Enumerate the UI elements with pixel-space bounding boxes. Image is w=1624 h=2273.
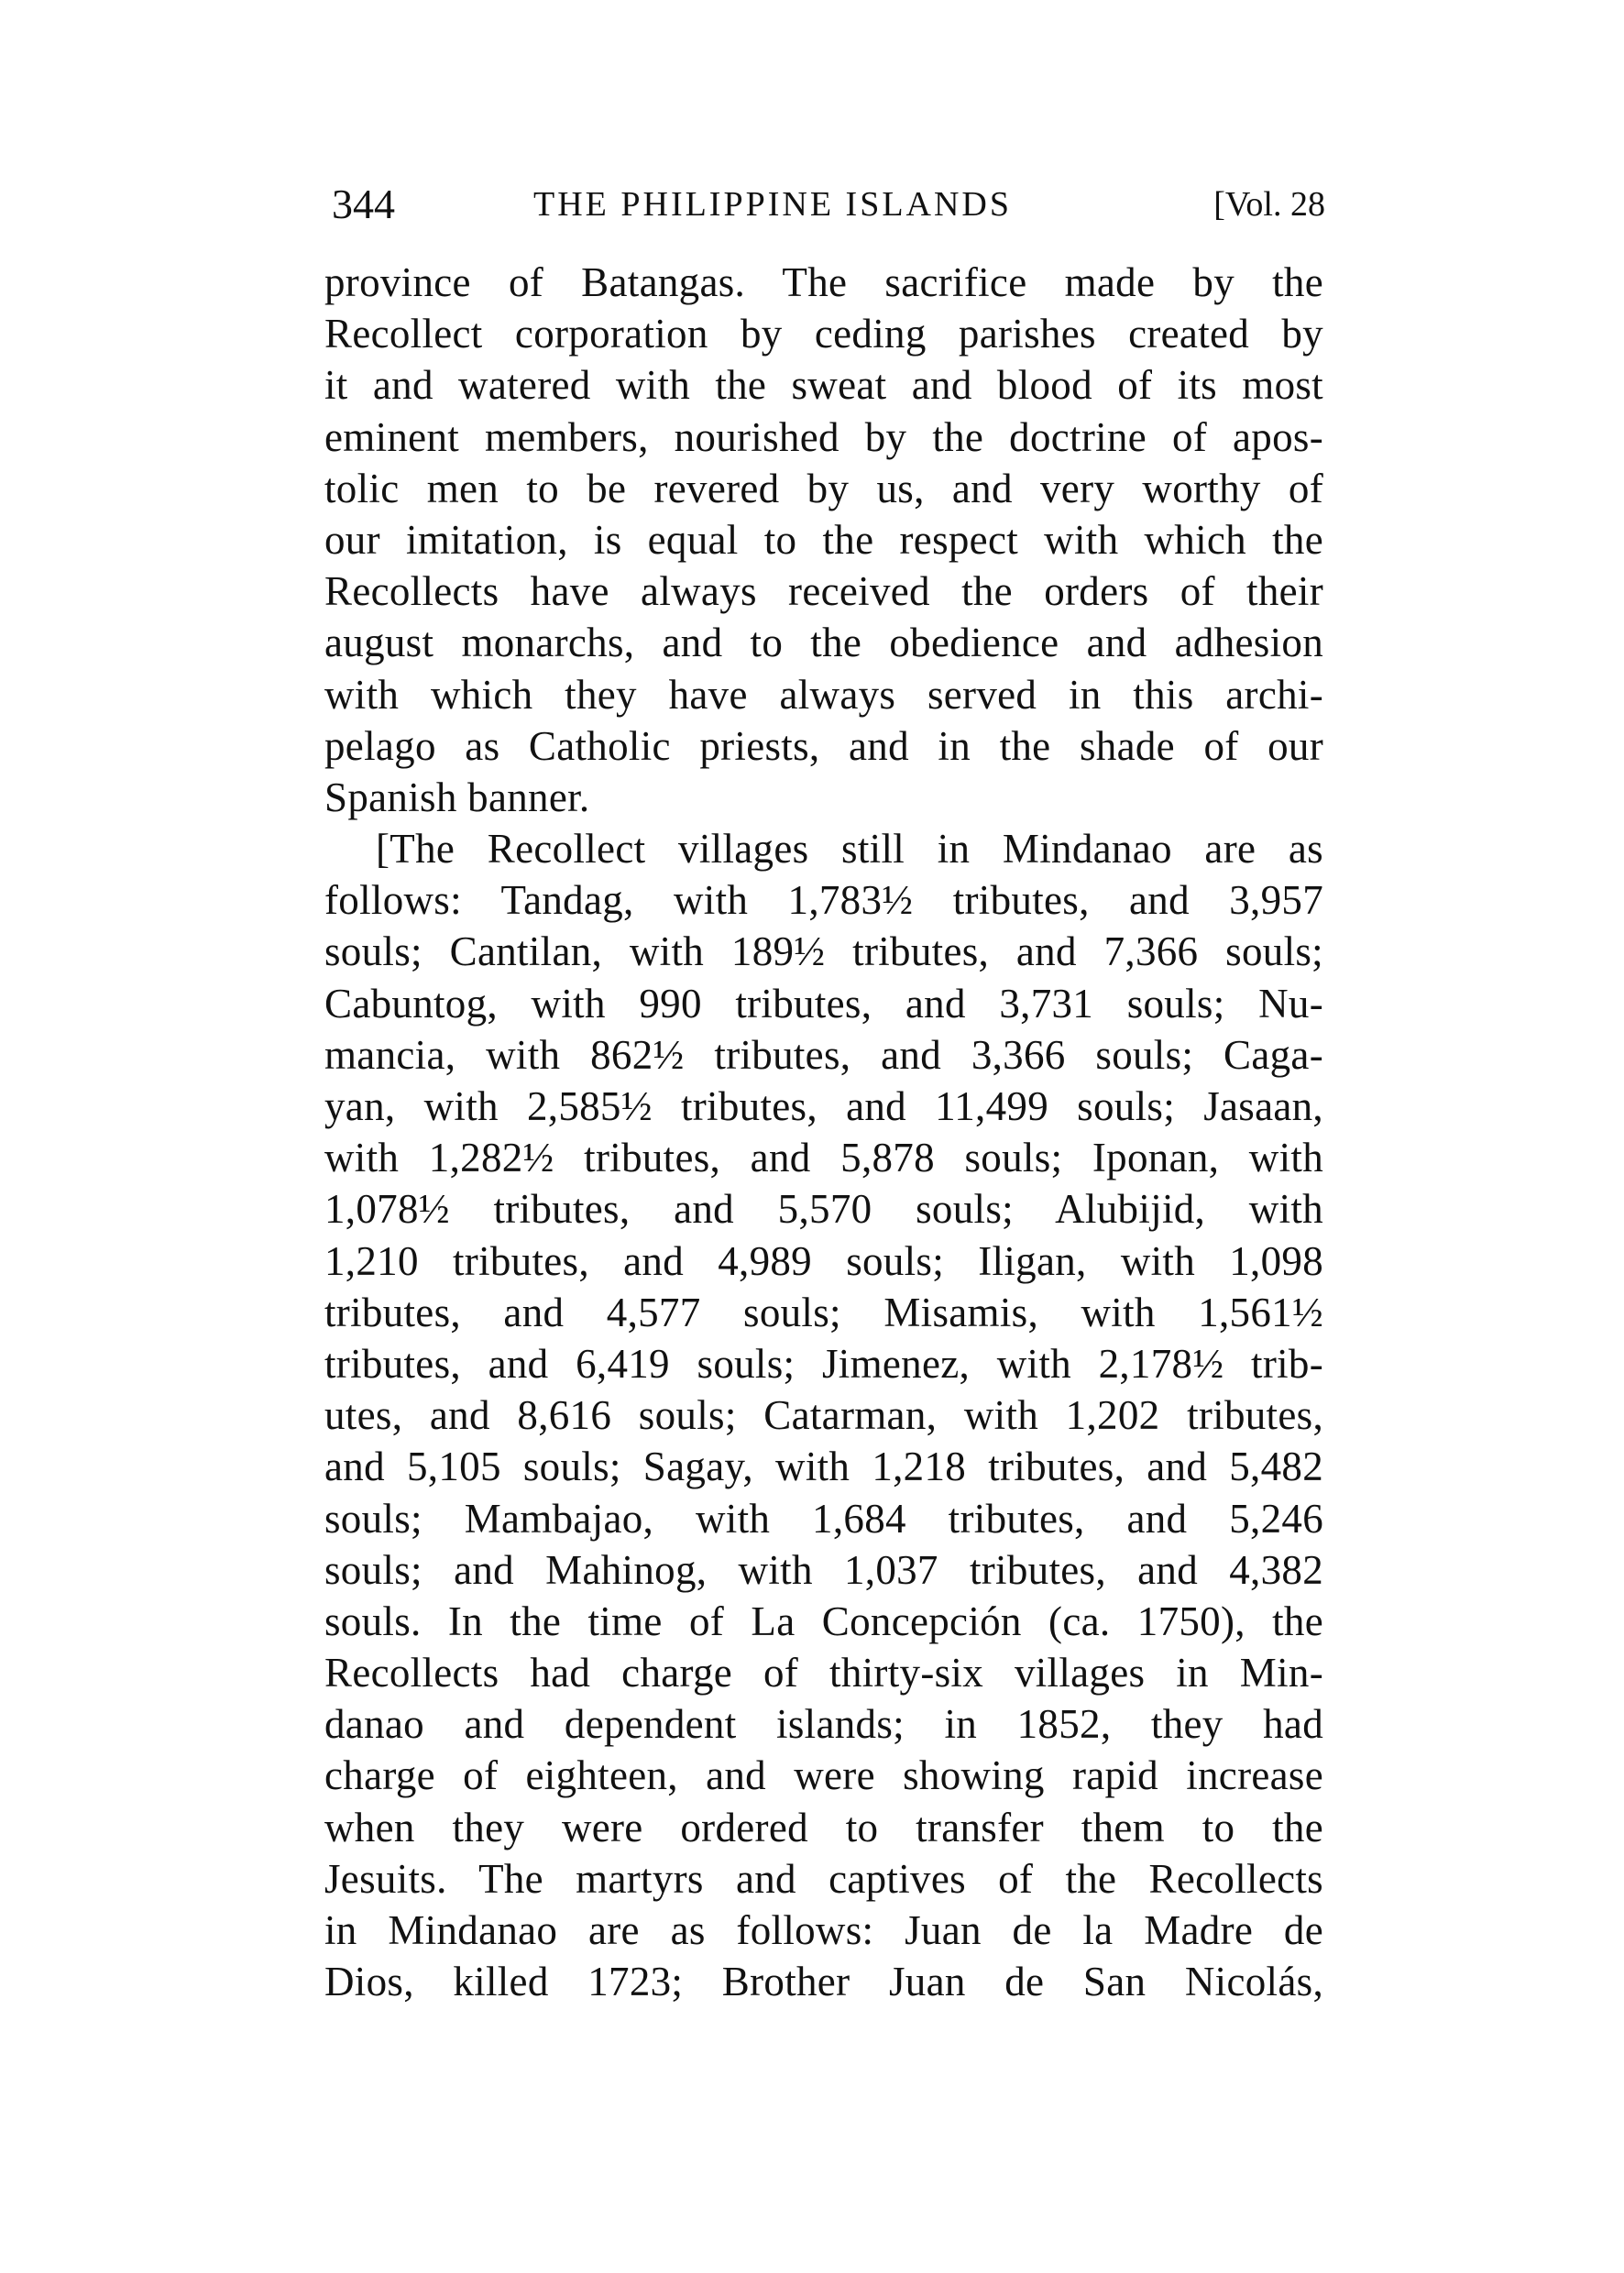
text-line: souls; Cantilan, with 189½ tributes, and 7,366 souls; bbox=[324, 928, 1323, 975]
text-line: danao and dependent islands; in 1852, they had bbox=[324, 1701, 1323, 1748]
page-header bbox=[332, 172, 1340, 236]
text-line: when they were ordered to transfer them to the bbox=[324, 1804, 1323, 1850]
text-line: charge of eighteen, and were showing rapid increase bbox=[324, 1752, 1323, 1799]
text-line: follows: Tandag, with 1,783½ tributes, and 3,957 bbox=[324, 877, 1323, 924]
text-line: and 5,105 souls; Sagay, with 1,218 tributes, and 5,482 bbox=[324, 1444, 1323, 1490]
volume-label: [Vol. 28 bbox=[1213, 185, 1325, 224]
text-line: yan, with 2,585½ tributes, and 11,499 souls; Jasaan, bbox=[324, 1083, 1323, 1129]
text-line: in Mindanao are as follows: Juan de la Madre de bbox=[324, 1907, 1323, 1953]
text-line: 1,210 tributes, and 4,989 souls; Iligan, with 1,098 bbox=[324, 1237, 1323, 1284]
text-line: province of Batangas. The sacrifice made by the bbox=[324, 259, 1323, 305]
text-line: Recollects have always received the orders of their bbox=[324, 568, 1323, 615]
text-line: utes, and 8,616 souls; Catarman, with 1,202 tributes, bbox=[324, 1392, 1323, 1439]
text-line: august monarchs, and to the obedience and adhesion bbox=[324, 620, 1323, 666]
text-line: with 1,282½ tributes, and 5,878 souls; Iponan, with bbox=[324, 1135, 1323, 1181]
text-line: it and watered with the sweat and blood of its most bbox=[324, 362, 1323, 409]
text-line: Recollect corporation by ceding parishes created by bbox=[324, 311, 1323, 357]
body-text bbox=[324, 257, 1323, 2007]
text-line: Cabuntog, with 990 tributes, and 3,731 souls; Nu- bbox=[324, 980, 1323, 1027]
text-line: with which they have always served in this archi- bbox=[324, 671, 1323, 718]
text-line: eminent members, nourished by the doctrine of apos- bbox=[324, 413, 1323, 460]
page-number: 344 bbox=[332, 181, 395, 227]
text-line: souls; and Mahinog, with 1,037 tributes, and 4,382 bbox=[324, 1546, 1323, 1593]
text-line: tributes, and 6,419 souls; Jimenez, with 2,178½ trib- bbox=[324, 1340, 1323, 1387]
paragraph-start-line: [The Recollect villages still in Mindanao are as bbox=[376, 826, 1323, 873]
text-line: tolic men to be revered by us, and very worthy of bbox=[324, 465, 1323, 511]
text-line: souls; Mambajao, with 1,684 tributes, and 5,246 bbox=[324, 1495, 1323, 1542]
text-line: Dios, killed 1723; Brother Juan de San Nicolás, bbox=[324, 1959, 1323, 2005]
text-line: Spanish banner. bbox=[324, 774, 590, 820]
text-line: Recollects had charge of thirty-six villages in Min- bbox=[324, 1650, 1323, 1697]
text-line: 1,078½ tributes, and 5,570 souls; Alubijid, with bbox=[324, 1186, 1323, 1233]
text-line: tributes, and 4,577 souls; Misamis, with 1,561½ bbox=[324, 1289, 1323, 1335]
text-line: Jesuits. The martyrs and captives of the Recollects bbox=[324, 1855, 1323, 1902]
text-line: mancia, with 862½ tributes, and 3,366 souls; Caga- bbox=[324, 1031, 1323, 1078]
text-line: souls. In the time of La Concepción (ca. 1750), the bbox=[324, 1598, 1323, 1644]
text-line: pelago as Catholic priests, and in the shade of our bbox=[324, 722, 1323, 769]
running-title: THE PHILIPPINE ISLANDS bbox=[533, 185, 1012, 224]
text-line: our imitation, is equal to the respect with which the bbox=[324, 516, 1323, 563]
